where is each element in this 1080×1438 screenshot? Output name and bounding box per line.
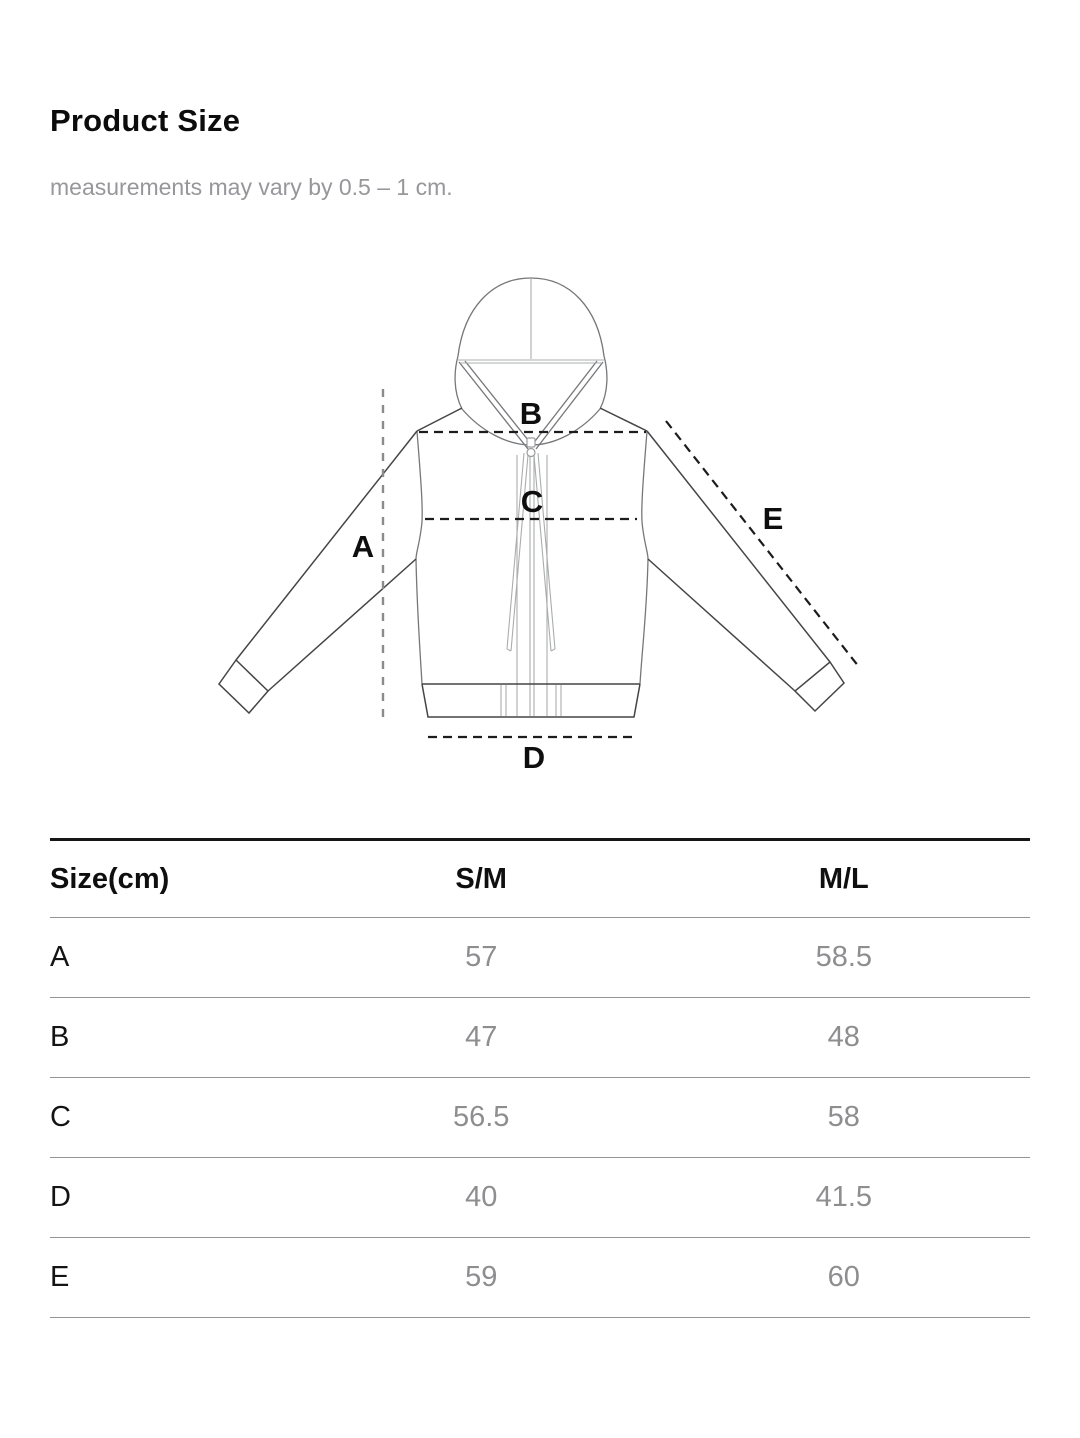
cell-value: 57 <box>465 941 498 973</box>
cuff-right <box>795 662 844 711</box>
row-label: B <box>50 1021 70 1053</box>
body-left-edge <box>416 431 422 684</box>
row-label: E <box>50 1261 70 1293</box>
body-right-edge <box>640 431 648 684</box>
measurement-note: measurements may vary by 0.5 – 1 cm. <box>50 174 453 200</box>
cell-value: 59 <box>465 1261 498 1293</box>
page-title: Product Size <box>50 103 241 138</box>
cell-value: 60 <box>827 1261 860 1293</box>
hood-and-body-outline <box>416 278 648 684</box>
row-label: D <box>50 1181 71 1213</box>
row-label: C <box>50 1101 71 1133</box>
sleeve-right-underseam <box>648 559 795 691</box>
sleeve-right-outer <box>647 431 830 662</box>
table-row <box>50 1077 1030 1157</box>
cuff-left <box>219 660 268 713</box>
measure-label-d: D <box>522 740 546 775</box>
col-header-ml: M/L <box>818 862 869 895</box>
cell-value: 47 <box>465 1021 498 1053</box>
table-row <box>50 1237 1030 1317</box>
table-row <box>50 917 1030 997</box>
size-table <box>50 838 1030 1318</box>
sleeve-left-underseam <box>268 559 416 691</box>
shoulder-seam-left <box>417 408 462 431</box>
size-table-header <box>50 841 1030 917</box>
table-row <box>50 997 1030 1077</box>
measure-line-e <box>666 421 859 667</box>
table-row <box>50 1157 1030 1237</box>
shoulder-seam-right <box>600 408 647 431</box>
zipper-slider <box>527 438 535 457</box>
row-label: A <box>50 941 70 973</box>
hoodie-line-drawing <box>0 250 1080 790</box>
hoodie-measurement-diagram <box>0 250 1080 790</box>
measure-label-c: C <box>520 484 544 519</box>
measure-label-a: A <box>351 529 375 564</box>
cell-value: 40 <box>465 1181 498 1213</box>
hem-band-ribs <box>501 685 561 716</box>
hem-band <box>422 684 640 717</box>
measure-label-b: B <box>519 396 543 431</box>
sleeve-left-outer <box>236 431 417 660</box>
cell-value: 58 <box>827 1101 860 1133</box>
cell-value: 56.5 <box>452 1101 510 1133</box>
hood-face-line <box>458 360 604 363</box>
drawstring-right <box>534 453 555 651</box>
cell-value: 41.5 <box>815 1181 873 1213</box>
col-header-size: Size(cm) <box>50 862 170 895</box>
cell-value: 48 <box>827 1021 860 1053</box>
col-header-sm: S/M <box>455 862 507 895</box>
measure-label-e: E <box>762 501 784 536</box>
cell-value: 58.5 <box>815 941 873 973</box>
